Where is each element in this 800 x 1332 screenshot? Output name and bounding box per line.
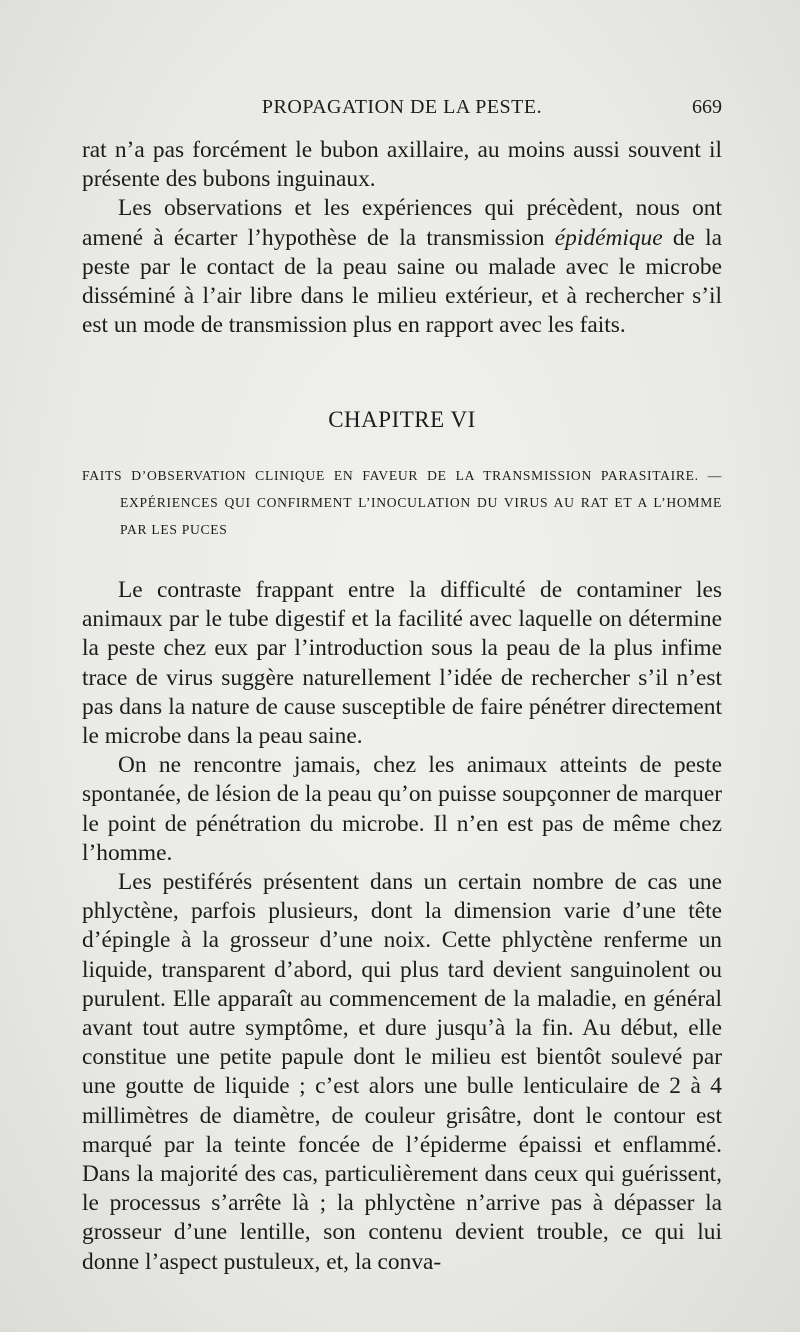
paragraph: On ne rencontre jamais, chez les animaux atteints de peste spontanée, de lésion de la peau qu’on puisse soupçonner de marquer le point de pénétration du microbe. Il n’en est pas de même chez l’homme. <box>82 752 722 866</box>
running-title: PROPAGATION DE LA PESTE. <box>261 96 543 118</box>
paragraph-text: de la peste par le contact de la peau saine ou malade avec le microbe disséminé à l’air libre dans le milieu extérieur, et à rechercher s’il est un mode de transmission plus en rapport avec les faits. <box>82 224 722 339</box>
text-block-top <box>82 136 722 340</box>
paragraph: Le contraste frappant entre la difficulté de contaminer les animaux par le tube digestif et la facilité avec laquelle on détermine la peste chez eux par l’introduction sous la peau de la plus infime trace de virus suggère naturellement l’idée de rechercher s’il n’est pas dans la nature de cause susceptible de faire pénétrer directement le microbe dans la peau saine. <box>82 577 722 750</box>
text-block-bottom <box>82 576 722 1277</box>
chapter-subtitle <box>82 462 722 543</box>
chapter-title: CHAPITRE VI <box>328 407 476 432</box>
running-head <box>82 96 722 126</box>
chapter-subtitle-text: FAITS D’OBSERVATION CLINIQUE EN FAVEUR DE LA TRANSMISSION PARASITAIRE. — EXPÉRIENCES QUI CONFIRMENT L’INOCULATION DU VIRUS AU RAT ET A L’HOMME PAR LES PUCES <box>82 468 722 537</box>
paragraph: rat n’a pas forcément le bubon axillaire, au moins aussi souvent il présente des bubons inguinaux. <box>82 137 722 193</box>
paragraph <box>82 194 722 340</box>
paragraph-text: Les observations et les expériences qui précèdent, nous ont amené à écarter l’hypothèse de la transmission <box>82 195 722 251</box>
emphasis-text: épidémique <box>554 224 663 251</box>
paragraph: Les pestiférés présentent dans un certain nombre de cas une phlyctène, parfois plusieurs, dont la dimension varie d’une tête d’épingle à la grosseur d’une noix. Cette phlyctène renferme un liquide, transparent d’abord, qui plus tard devient sanguinolent ou purulent. Elle apparaît au commencement de la maladie, en général avant tout autre symptôme, et dure jusqu’à la fin. Au début, elle constitue une petite papule dont le milieu est bientôt soulevé par une goutte de liquide ; c’est alors une bulle lenticulaire de 2 à 4 millimètres de diamètre, de couleur grisâtre, dont le contour est marqué par la teinte foncée de l’épiderme épaissi et enflammé. Dans la majorité des cas, particulièrement dans ceux qui guérissent, le processus s’arrête là ; la phlyctène n’arrive pas à dépasser la grosseur d’une lentille, son contenu devient trouble, ce qui lui donne l’aspect pustuleux, et, la conva- <box>82 869 722 1275</box>
page-number: 669 <box>692 96 722 118</box>
